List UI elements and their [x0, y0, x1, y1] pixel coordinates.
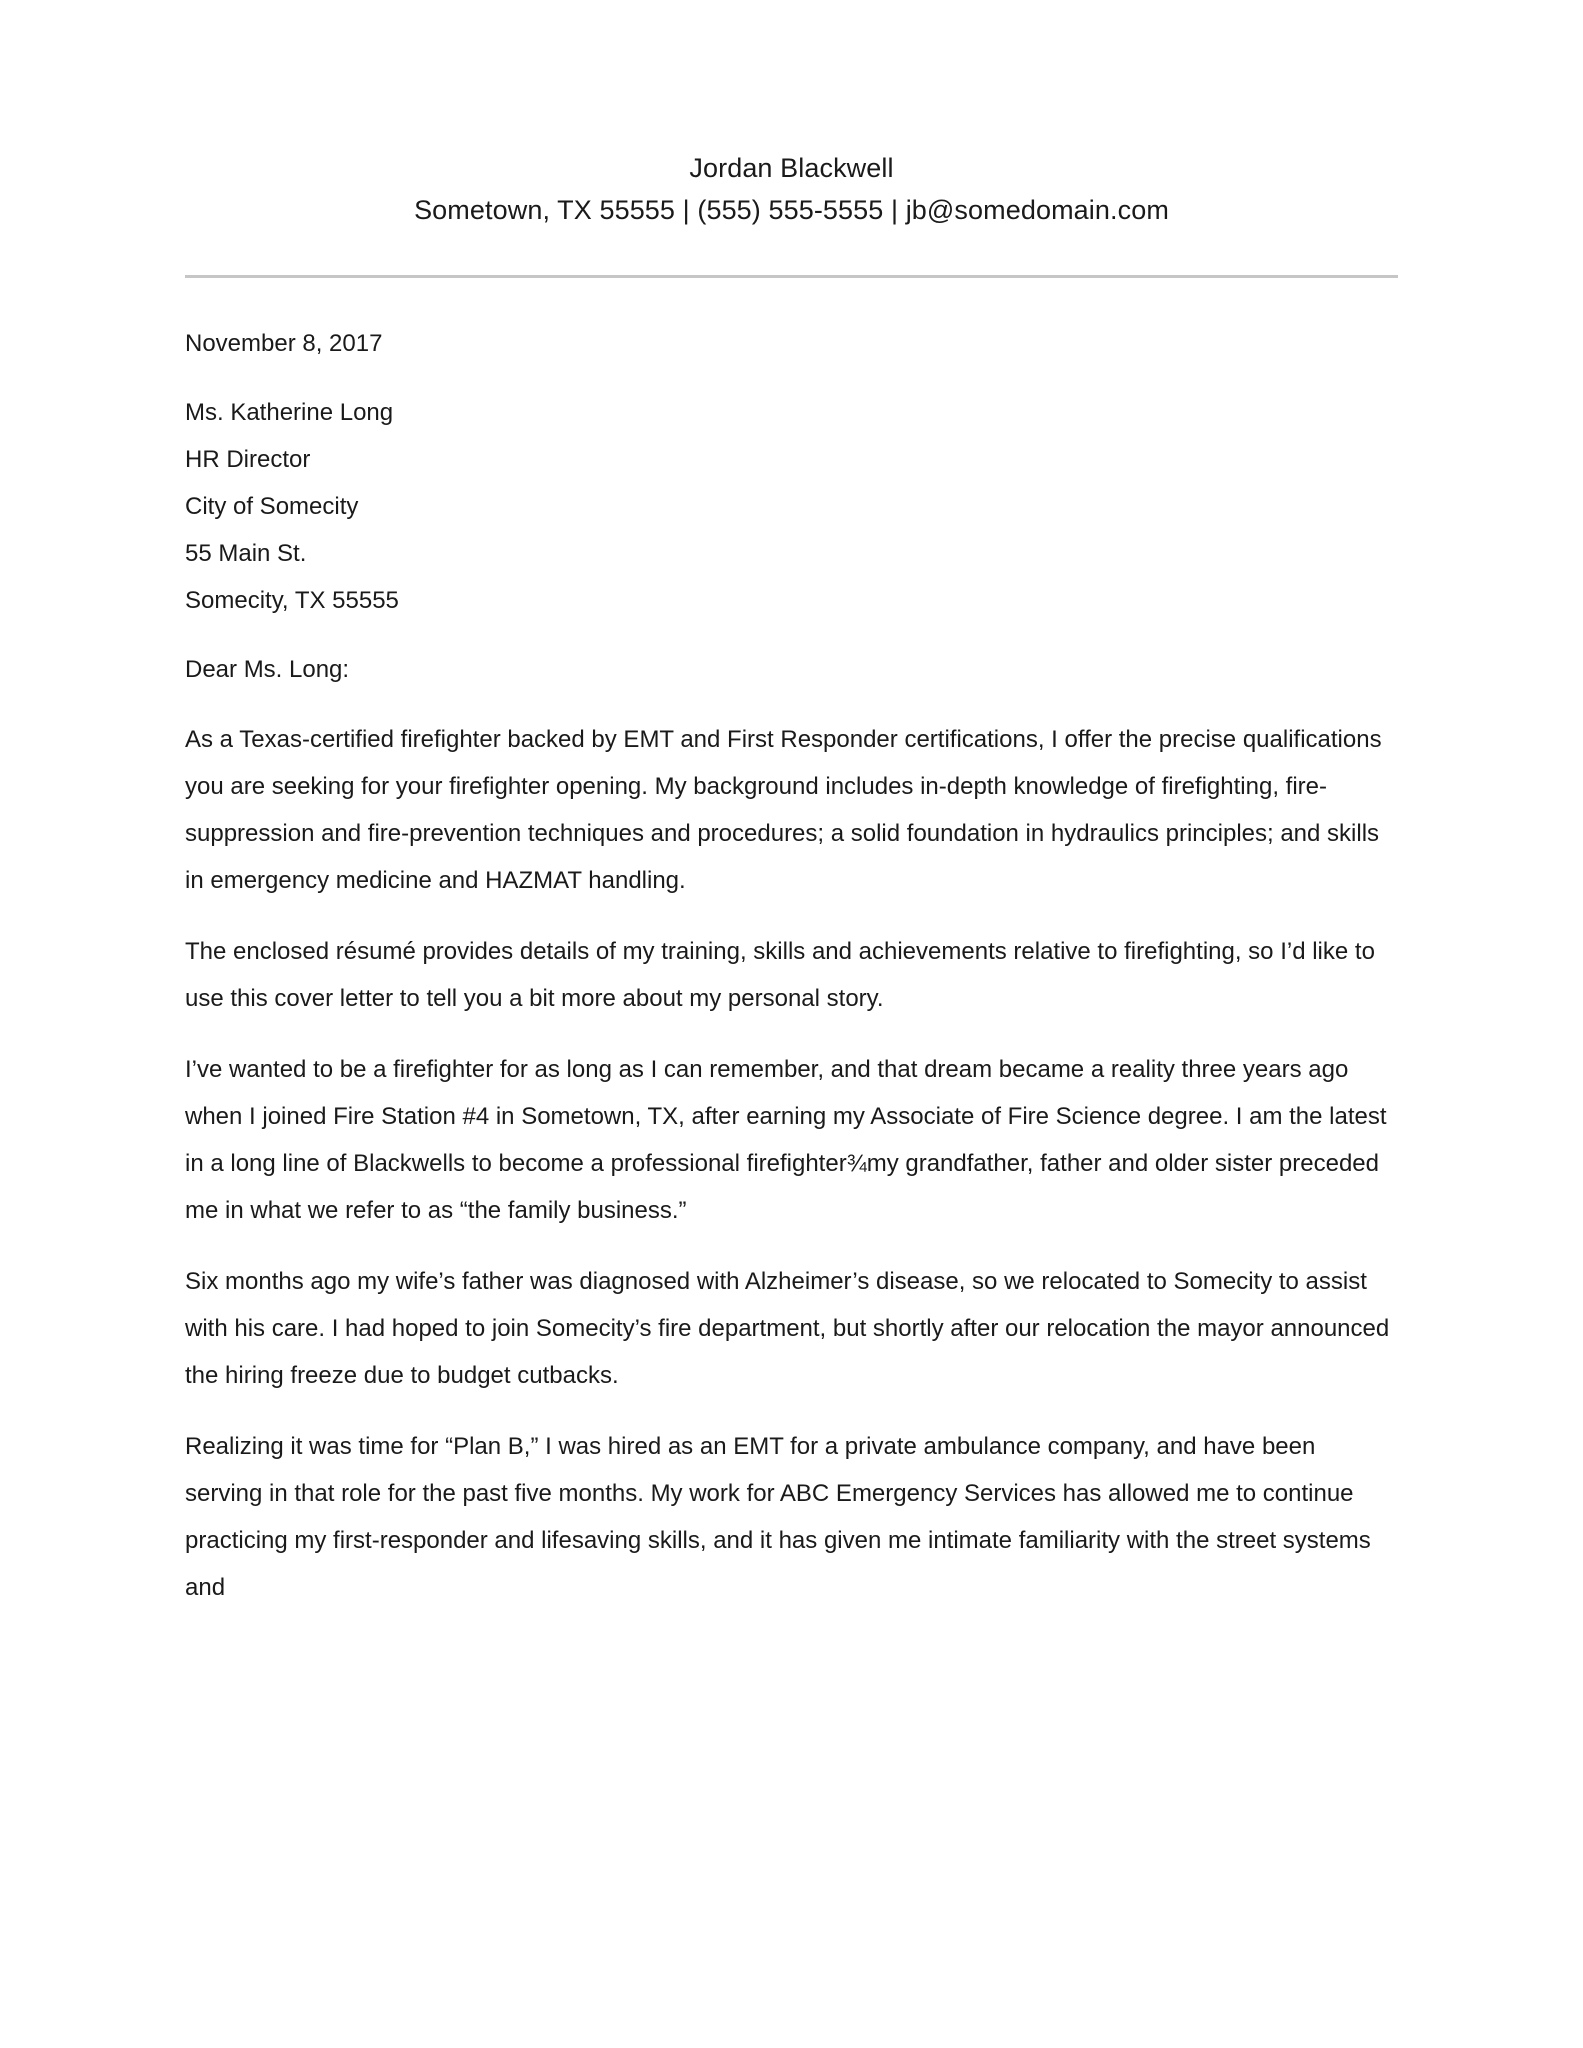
body-paragraph: Six months ago my wife’s father was diagnosed with Alzheimer’s disease, so we relocated to Somecity to assist with his care. I had hoped to join Somecity’s fire department, but shortly after our relocation the mayor announced the hiring freeze due to budget cutbacks.: [185, 1268, 1390, 1389]
recipient-line: Somecity, TX 55555: [185, 587, 399, 614]
letterhead: [185, 0, 1398, 233]
recipient-line: Ms. Katherine Long: [185, 399, 394, 426]
body-paragraph: As a Texas-certified firefighter backed by EMT and First Responder certifications, I offer the precise qualifications you are seeking for your firefighter opening. My background includes in-depth knowledge of firefighting, fire-suppression and fire-prevention techniques and procedures; a solid foundation in hydraulics principles; and skills in emergency medicine and HAZMAT handling.: [185, 726, 1382, 894]
body-paragraph: Realizing it was time for “Plan B,” I was hired as an EMT for a private ambulance company, and have been serving in that role for the past five months. My work for ABC Emergency Services has allowed me to continue practicing my first-responder and lifesaving skills, and it has given me intimate familiarity with the street systems and: [185, 1433, 1371, 1601]
header-divider: [185, 275, 1398, 278]
recipient-line: City of Somecity: [185, 493, 359, 520]
sender-contact-line: Sometown, TX 55555 | (555) 555-5555 | jb@somedomain.com: [414, 195, 1169, 225]
letter-body: [185, 320, 1398, 1611]
letter-content-column: [185, 0, 1398, 1635]
recipient-line: HR Director: [185, 446, 311, 473]
recipient-line: 55 Main St.: [185, 540, 307, 567]
body-paragraph: The enclosed résumé provides details of my training, skills and achievements relative to firefighting, so I’d like to use this cover letter to tell you a bit more about my personal story.: [185, 938, 1375, 1012]
salutation: Dear Ms. Long:: [185, 656, 350, 683]
body-paragraph: I’ve wanted to be a firefighter for as long as I can remember, and that dream became a reality three years ago when I joined Fire Station #4 in Sometown, TX, after earning my Associate of Fire Science degree. I am the latest in a long line of Blackwells to become a professional firefighter¾my grandfather, father and older sister preceded me in what we refer to as “the family business.”: [185, 1056, 1387, 1224]
letter-date: November 8, 2017: [185, 330, 383, 357]
sender-name: Jordan Blackwell: [689, 153, 894, 183]
recipient-address-block: [185, 389, 1398, 624]
